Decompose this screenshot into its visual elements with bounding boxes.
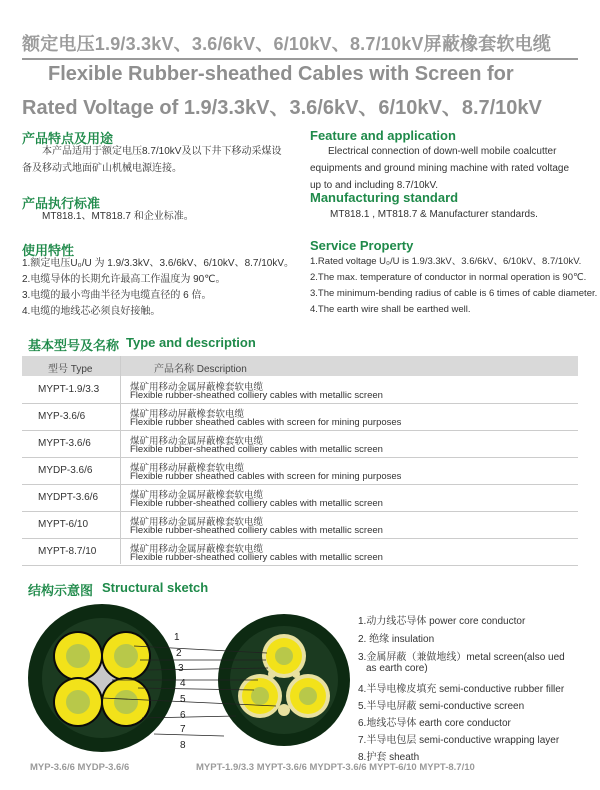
callout-number: 7	[180, 724, 186, 735]
row-desc-en: Flexible rubber-sheathed colliery cables with metallic screen	[130, 498, 383, 509]
row-type: MYPT-6/10	[38, 519, 89, 530]
service-list-cn	[22, 256, 294, 320]
callout-number: 1	[174, 632, 180, 643]
table-row	[22, 377, 578, 404]
title-divider	[22, 58, 578, 60]
callout-number: 4	[180, 678, 186, 689]
table-row	[22, 539, 578, 566]
service-heading-cn: 使用特性	[22, 243, 75, 258]
legend-item: 8.护套 sheath	[358, 752, 420, 763]
standard-body-en: MT818.1 , MT818.7 & Manufacturer standards.	[330, 209, 538, 220]
row-desc-cn: 煤矿用移动金属屏蔽橡套软电缆	[130, 436, 264, 447]
row-desc-en: Flexible rubber-sheathed colliery cables with metallic screen	[130, 390, 383, 401]
legend-item: 7.半导电包层 semi-conductive wrapping layer	[358, 735, 560, 746]
table-row	[22, 458, 578, 485]
service-item-cn: 2.电缆导体的长期允许最高工作温度为 90℃。	[22, 274, 226, 285]
page-title-en-line1: Flexible Rubber-sheathed Cables with Screen for	[48, 63, 514, 85]
row-desc-cn: 煤矿用移动金属屏蔽橡套软电缆	[130, 382, 264, 393]
types-heading-cn: 基本型号及名称	[28, 338, 120, 353]
features-heading-en: Feature and application	[310, 128, 456, 143]
features-body-cn: 本产品适用于额定电压8.7/10kV及以下井下移动采煤设备及移动式地面矿山机械电源连接。	[22, 146, 282, 174]
service-item-cn: 3.电缆的最小弯曲半径为电缆直径的 6 倍。	[22, 290, 212, 301]
table-header	[22, 356, 578, 376]
legend-item: 6.地线芯导体 earth core conductor	[358, 718, 511, 729]
models-left-label: MYP-3.6/6 MYDP-3.6/6	[30, 762, 130, 773]
column-header-type: 型号 Type	[48, 364, 93, 375]
row-desc-en: Flexible rubber sheathed cables with screen for mining purposes	[130, 471, 402, 482]
row-type: MYPT-8.7/10	[38, 546, 97, 557]
page-title-en-line2: Rated Voltage of 1.9/3.3kV、3.6/6kV、6/10kV、8.7/10kV	[22, 97, 542, 119]
service-item-en: 1.Rated voltage U₀/U is 1.9/3.3kV、3.6/6kV、6/10kV、8.7/10kV.	[310, 256, 582, 267]
features-body-en: Electrical connection of down-well mobile coalcutter equipments and ground mining machine with rated voltage up to and including 8.7/10kV.	[310, 146, 570, 191]
legend-item: 1.动力线芯导体 power core conductor	[358, 616, 526, 627]
legend-item: as earth core)	[366, 663, 428, 674]
row-desc-cn: 煤矿用移动金属屏蔽橡套软电缆	[130, 517, 264, 528]
callout-number: 8	[180, 740, 186, 751]
page-title-cn: 额定电压1.9/3.3kV、3.6/6kV、6/10kV、8.7/10kV屏蔽橡套软电缆	[22, 34, 552, 54]
row-desc-cn: 煤矿用移动屏蔽橡套软电缆	[130, 463, 245, 474]
service-item-en: 4.The earth wire shall be earthed well.	[310, 304, 471, 315]
table-row	[22, 485, 578, 512]
row-desc-cn: 煤矿用移动金属屏蔽橡套软电缆	[130, 490, 264, 501]
service-item-en: 2.The max. temperature of conductor in normal operation is 90℃.	[310, 272, 587, 283]
callout-number: 2	[176, 648, 182, 659]
table-row	[22, 431, 578, 458]
types-heading-en: Type and description	[126, 335, 256, 350]
legend-item: 3.金属屏蔽（兼做地线）metal screen(also ued	[358, 652, 565, 663]
service-item-cn: 1.额定电压U₀/U 为 1.9/3.3kV、3.6/6kV、6/10kV、8.7/10kV。	[22, 258, 295, 269]
row-desc-en: Flexible rubber-sheathed colliery cables with metallic screen	[130, 444, 383, 455]
table-row	[22, 404, 578, 431]
row-type: MYDPT-3.6/6	[38, 492, 99, 503]
service-item-en: 3.The minimum-bending radius of cable is 6 times of cable diameter.	[310, 288, 598, 299]
standard-heading-en: Manufacturing standard	[310, 190, 459, 205]
cable-section-left	[28, 604, 176, 752]
models-right-label: MYPT-1.9/3.3 MYPT-3.6/6 MYDPT-3.6/6 MYPT-6/10 MYPT-8.7/10	[196, 762, 475, 773]
row-desc-en: Flexible rubber-sheathed colliery cables with metallic screen	[130, 552, 383, 563]
sketch-heading-en: Structural sketch	[102, 580, 209, 595]
row-desc-en: Flexible rubber sheathed cables with screen for mining purposes	[130, 417, 402, 428]
callout-number: 5	[180, 694, 186, 705]
service-list-en	[310, 254, 597, 318]
callout-numbers	[174, 632, 186, 751]
legend-item: 5.半导电屏蔽 semi-conductive screen	[358, 701, 525, 712]
standard-body-cn: MT818.1、MT818.7 和企业标准。	[42, 211, 194, 222]
row-type: MYDP-3.6/6	[38, 465, 93, 476]
row-desc-cn: 煤矿用移动金属屏蔽橡套软电缆	[130, 544, 264, 555]
sketch-heading-cn: 结构示意图	[28, 583, 94, 598]
cable-cross-section-diagram	[22, 598, 352, 760]
features-heading-cn: 产品特点及用途	[22, 131, 114, 146]
table-row	[22, 512, 578, 539]
callout-number: 6	[180, 710, 186, 721]
standard-heading-cn: 产品执行标准	[22, 196, 101, 211]
legend-item: 2. 绝缘 insulation	[358, 634, 435, 645]
callout-number: 3	[178, 663, 184, 674]
legend-item: 4.半导电橡皮填充 semi-conductive rubber filler	[358, 684, 565, 695]
service-item-cn: 4.电缆的地线芯必须良好接触。	[22, 306, 161, 317]
column-header-description: 产品名称 Description	[154, 364, 247, 375]
row-desc-en: Flexible rubber-sheathed colliery cables with metallic screen	[130, 525, 383, 536]
row-desc-cn: 煤矿用移动屏蔽橡套软电缆	[130, 409, 245, 420]
row-type: MYPT-1.9/3.3	[38, 384, 100, 395]
row-type: MYPT-3.6/6	[38, 438, 91, 449]
service-heading-en: Service Property	[310, 238, 414, 253]
row-type: MYP-3.6/6	[38, 411, 86, 422]
